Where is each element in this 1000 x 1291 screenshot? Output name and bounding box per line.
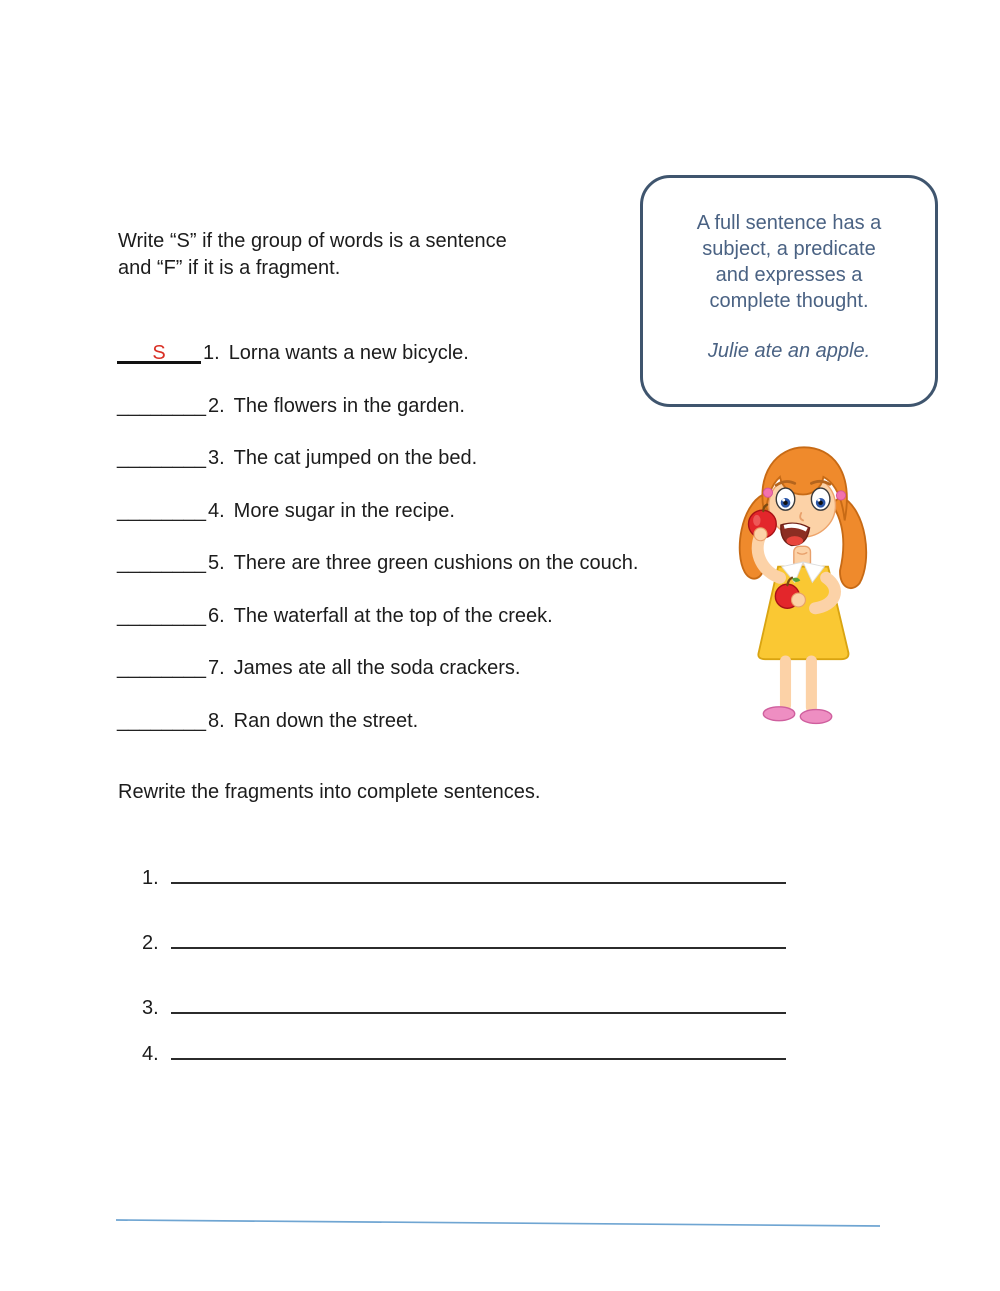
rewrite-number: 2. <box>142 932 159 954</box>
answer-blank-7[interactable]: ________ <box>117 657 206 679</box>
definition-example: Julie ate an apple. <box>707 340 871 362</box>
item-number: 5. <box>207 552 225 574</box>
item-text: James ate all the soda crackers. <box>233 657 521 679</box>
item-text: The cat jumped on the bed. <box>233 447 478 469</box>
rewrite-row-4 <box>142 1034 786 1065</box>
sentence-item-8 <box>117 708 418 736</box>
definition-line: A full sentence has a <box>696 212 882 234</box>
item-text: Lorna wants a new bicycle. <box>228 342 469 364</box>
rewrite-number: 4. <box>142 1043 159 1065</box>
answer-blank-6[interactable]: ________ <box>117 605 206 627</box>
sentence-item-4 <box>117 498 455 526</box>
answer-blank-5[interactable]: ________ <box>117 552 206 574</box>
item-text: There are three green cushions on the couch. <box>233 552 639 574</box>
sentence-item-7 <box>117 655 520 683</box>
sentence-item-1 <box>117 340 469 368</box>
part1-instruction-line1: Write “S” if the group of words is a sentence <box>118 230 507 252</box>
sentence-item-2 <box>117 393 465 421</box>
answer-blank-3[interactable]: ________ <box>117 447 206 469</box>
item-number: 1. <box>203 342 220 364</box>
rewrite-number: 3. <box>142 997 159 1019</box>
sentence-definition-box <box>640 175 938 407</box>
answer-blank-8[interactable]: ________ <box>117 710 206 732</box>
item-number: 3. <box>207 447 225 469</box>
definition-line: subject, a predicate <box>702 238 876 260</box>
item-text: Ran down the street. <box>233 710 419 732</box>
part1-instruction <box>118 228 598 282</box>
part1-instruction-line2: and “F” if it is a fragment. <box>118 257 341 279</box>
rewrite-blank-3[interactable] <box>171 988 786 1014</box>
definition-line: complete thought. <box>709 290 869 312</box>
item-number: 6. <box>207 605 225 627</box>
rewrite-row-2 <box>142 923 786 954</box>
part2-instruction: Rewrite the fragments into complete sentences. <box>118 781 541 803</box>
rewrite-row-3 <box>142 988 786 1019</box>
girl-eating-apple-illustration <box>730 432 878 742</box>
rewrite-blank-4[interactable] <box>171 1034 786 1060</box>
rewrite-blank-1[interactable] <box>171 858 786 884</box>
sentence-item-3 <box>117 445 477 473</box>
item-number: 2. <box>207 395 225 417</box>
item-number: 8. <box>207 710 225 732</box>
item-text: The flowers in the garden. <box>233 395 465 417</box>
answer-blank-2[interactable]: ________ <box>117 395 206 417</box>
item-number: 4. <box>207 500 225 522</box>
rewrite-blank-2[interactable] <box>171 923 786 949</box>
bottom-divider-line <box>114 1216 884 1230</box>
answer-blank-4[interactable]: ________ <box>117 500 206 522</box>
rewrite-row-1 <box>142 858 786 889</box>
item-text: The waterfall at the top of the creek. <box>233 605 553 627</box>
item-text: More sugar in the recipe. <box>233 500 455 522</box>
rewrite-number: 1. <box>142 867 159 889</box>
sentence-item-6 <box>117 603 553 631</box>
answer-letter: S <box>152 342 166 364</box>
item-number: 7. <box>207 657 225 679</box>
sentence-item-5 <box>117 550 638 578</box>
definition-line: and expresses a <box>715 264 863 286</box>
answer-blank-1[interactable] <box>117 340 201 364</box>
